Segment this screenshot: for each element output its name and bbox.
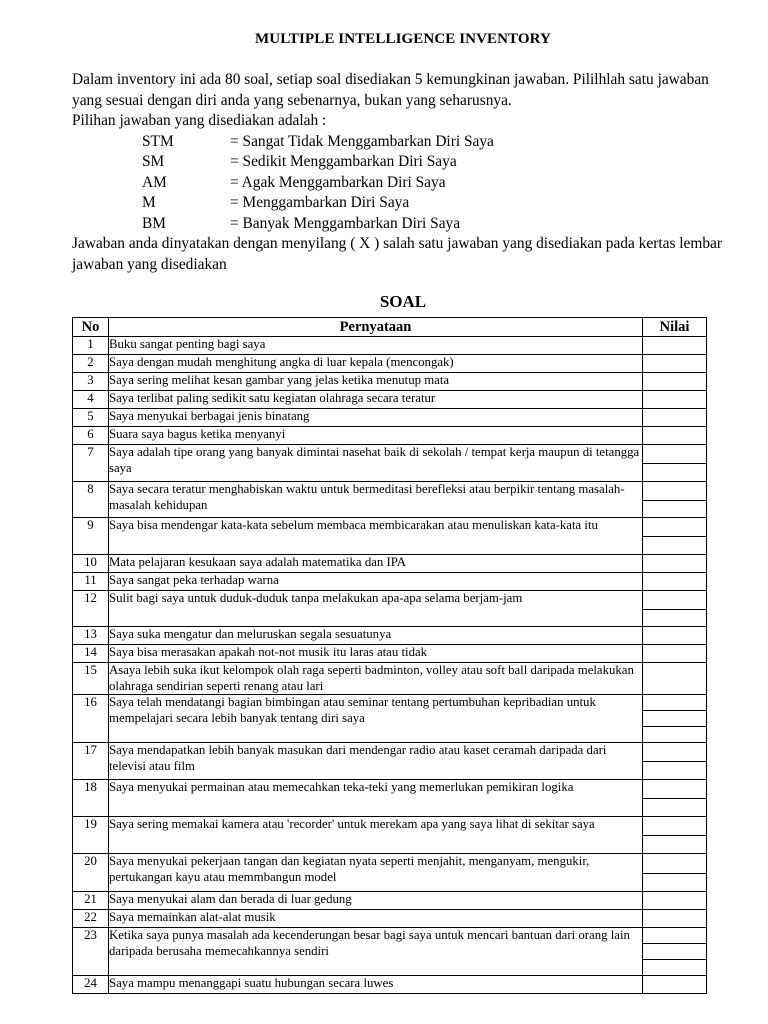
score-cell[interactable] [643, 427, 707, 445]
score-input-slot[interactable] [643, 409, 706, 426]
table-row [73, 854, 707, 892]
score-input-slot[interactable] [643, 910, 706, 927]
score-cell[interactable] [643, 337, 707, 355]
table-row [73, 573, 707, 591]
table-row [73, 817, 707, 854]
table-row [73, 555, 707, 573]
score-cell[interactable] [643, 645, 707, 663]
score-input-slot[interactable] [643, 695, 706, 710]
question-number: 20 [73, 854, 109, 892]
question-statement: Saya bisa mendengar kata-kata sebelum membaca membicarakan atau menuliskan kata-kata itu [109, 518, 643, 555]
question-statement: Saya adalah tipe orang yang banyak dimintai nasehat baik di sekolah / tempat kerja maupun di tetangga saya [109, 445, 643, 482]
question-number: 3 [73, 373, 109, 391]
instructions [72, 70, 722, 275]
answer-option-code: BM [142, 214, 166, 232]
score-input-slot[interactable] [643, 761, 706, 779]
question-table [72, 317, 707, 994]
score-input-slot[interactable] [643, 482, 706, 500]
question-statement: Saya dengan mudah menghitung angka di luar kepala (mencongak) [109, 355, 643, 373]
question-number: 15 [73, 663, 109, 695]
question-number: 13 [73, 627, 109, 645]
score-cell[interactable] [643, 892, 707, 910]
score-input-slot[interactable] [643, 591, 706, 609]
score-cell[interactable] [643, 409, 707, 427]
question-number: 16 [73, 695, 109, 743]
score-input-slot[interactable] [643, 627, 706, 644]
score-cell[interactable] [643, 518, 707, 555]
table-row [73, 910, 707, 928]
score-cell[interactable] [643, 743, 707, 780]
question-statement: Buku sangat penting bagi saya [109, 337, 643, 355]
table-header-row [73, 318, 707, 337]
score-cell[interactable] [643, 355, 707, 373]
question-number: 6 [73, 427, 109, 445]
score-input-slot[interactable] [643, 663, 706, 680]
score-input-slot[interactable] [643, 355, 706, 372]
question-number: 12 [73, 591, 109, 627]
score-input-slot[interactable] [643, 780, 706, 798]
document-title: MULTIPLE INTELLIGENCE INVENTORY [255, 31, 551, 47]
score-input-slot[interactable] [643, 817, 706, 835]
score-cell[interactable] [643, 663, 707, 695]
score-input-slot[interactable] [643, 798, 706, 816]
table-row [73, 976, 707, 994]
score-input-slot[interactable] [643, 391, 706, 408]
score-cell[interactable] [643, 976, 707, 994]
question-number: 2 [73, 355, 109, 373]
question-number: 17 [73, 743, 109, 780]
score-input-slot[interactable] [643, 573, 706, 590]
table-row [73, 373, 707, 391]
question-statement: Saya menyukai berbagai jenis binatang [109, 409, 643, 427]
score-input-slot[interactable] [643, 943, 706, 958]
score-input-slot[interactable] [643, 373, 706, 390]
score-cell[interactable] [643, 854, 707, 892]
question-statement: Saya sering melihat kesan gambar yang jelas ketika menutup mata [109, 373, 643, 391]
score-input-slot[interactable] [643, 609, 706, 627]
table-row [73, 591, 707, 627]
table-row [73, 355, 707, 373]
table-row [73, 445, 707, 482]
answer-option [72, 173, 722, 194]
score-input-slot[interactable] [643, 445, 706, 463]
score-input-slot[interactable] [643, 873, 706, 892]
score-cell[interactable] [643, 817, 707, 854]
score-input-slot[interactable] [643, 854, 706, 873]
answer-option-description: = Agak Menggambarkan Diri Saya [230, 173, 446, 191]
score-input-slot[interactable] [643, 555, 706, 572]
instruction-paragraph-1: Dalam inventory ini ada 80 soal, setiap soal disediakan 5 kemungkinan jawaban. Pililhlah satu jawaban yang sesuai dengan diri anda yang sebenarnya, bukan yang seharusnya. [72, 71, 709, 109]
score-cell[interactable] [643, 695, 707, 743]
question-number: 19 [73, 817, 109, 854]
table-row [73, 337, 707, 355]
question-number: 14 [73, 645, 109, 663]
score-input-slot[interactable] [643, 500, 706, 518]
score-input-slot[interactable] [643, 959, 706, 974]
question-statement: Saya sangat peka terhadap warna [109, 573, 643, 591]
question-statement: Saya menyukai permainan atau memecahkan teka-teki yang memerlukan pemikiran logika [109, 780, 643, 817]
answer-option-description: = Sedikit Menggambarkan Diri Saya [230, 153, 457, 170]
answer-option-description: = Sangat Tidak Menggambarkan Diri Saya [230, 132, 494, 150]
table-row [73, 695, 707, 743]
question-number: 8 [73, 482, 109, 518]
score-input-slot[interactable] [643, 427, 706, 444]
question-statement: Sulit bagi saya untuk duduk-duduk tanpa melakukan apa-apa selama berjam-jam [109, 591, 643, 627]
score-input-slot[interactable] [643, 726, 706, 741]
column-header-score: Nilai [643, 318, 707, 337]
column-header-no: No [73, 318, 109, 337]
score-input-slot[interactable] [643, 835, 706, 853]
answer-option [72, 214, 722, 235]
table-row [73, 427, 707, 445]
question-statement: Ketika saya punya masalah ada kecenderungan besar bagi saya untuk mencari bantuan dari orang lain daripada berusaha memecahkannya sendiri [109, 928, 643, 976]
table-row [73, 391, 707, 409]
score-cell[interactable] [643, 591, 707, 627]
score-cell[interactable] [643, 573, 707, 591]
question-statement: Saya memainkan alat-alat musik [109, 910, 643, 928]
question-number: 5 [73, 409, 109, 427]
table-row [73, 627, 707, 645]
score-input-slot[interactable] [643, 645, 706, 662]
question-number: 4 [73, 391, 109, 409]
answer-option [72, 152, 722, 173]
question-number: 21 [73, 892, 109, 910]
table-row [73, 928, 707, 976]
question-statement: Saya bisa merasakan apakah not-not musik itu laras atau tidak [109, 645, 643, 663]
score-cell[interactable] [643, 928, 707, 976]
question-statement: Saya menyukai pekerjaan tangan dan kegiatan nyata seperti menjahit, menganyam, mengukir, pertukangan kayu atau memmbangun model [109, 854, 643, 892]
question-statement: Saya secara teratur menghabiskan waktu untuk bermeditasi berefleksi atau berpikir tentang masalah-masalah kehidupan [109, 482, 643, 518]
table-row [73, 743, 707, 780]
answer-option-code: AM [142, 173, 167, 191]
answer-option-code: M [142, 194, 156, 211]
score-input-slot[interactable] [643, 518, 706, 536]
question-statement: Saya mampu menanggapi suatu hubungan secara luwes [109, 976, 643, 994]
question-statement: Suara saya bagus ketika menyanyi [109, 427, 643, 445]
question-number: 11 [73, 573, 109, 591]
score-input-slot[interactable] [643, 536, 706, 554]
question-statement: Saya telah mendatangi bagian bimbingan atau seminar tentang pertumbuhan kepribadian untuk mempelajari secara lebih banyak tentang diri saya [109, 695, 643, 743]
score-cell[interactable] [643, 482, 707, 518]
column-header-statement: Pernyataan [109, 318, 643, 337]
question-number: 24 [73, 976, 109, 994]
table-row [73, 518, 707, 555]
score-input-slot[interactable] [643, 928, 706, 943]
table-row [73, 780, 707, 817]
score-input-slot[interactable] [643, 743, 706, 761]
score-cell[interactable] [643, 445, 707, 482]
score-input-slot[interactable] [643, 463, 706, 481]
score-input-slot[interactable] [643, 892, 706, 909]
score-cell[interactable] [643, 391, 707, 409]
answer-option-description: = Menggambarkan Diri Saya [230, 194, 410, 211]
question-statement: Saya terlibat paling sedikit satu kegiatan olahraga secara teratur [109, 391, 643, 409]
score-cell[interactable] [643, 373, 707, 391]
question-statement: Saya menyukai alam dan berada di luar gedung [109, 892, 643, 910]
question-number: 10 [73, 555, 109, 573]
question-statement: Mata pelajaran kesukaan saya adalah matematika dan IPA [109, 555, 643, 573]
question-number: 1 [73, 337, 109, 355]
table-row [73, 409, 707, 427]
table-row [73, 482, 707, 518]
question-number: 9 [73, 518, 109, 555]
instruction-paragraph-3: Jawaban anda dinyatakan dengan menyilang ( X ) salah satu jawaban yang disediakan pada kertas lembar jawaban yang disediakan [72, 235, 723, 273]
score-input-slot[interactable] [643, 710, 706, 725]
question-number: 22 [73, 910, 109, 928]
score-cell[interactable] [643, 780, 707, 817]
answer-option [72, 193, 722, 214]
score-input-slot[interactable] [643, 976, 706, 993]
question-statement: Saya suka mengatur dan meluruskan segala sesuatunya [109, 627, 643, 645]
answer-option [72, 132, 722, 153]
section-title: SOAL [379, 292, 427, 311]
score-cell[interactable] [643, 555, 707, 573]
table-row [73, 663, 707, 695]
instruction-paragraph-2: Pilihan jawaban yang disediakan adalah : [72, 112, 327, 129]
question-number: 18 [73, 780, 109, 817]
question-statement: Asaya lebih suka ikut kelompok olah raga seperti badminton, volley atau soft ball daripada melakukan olahraga sendirian seperti renang atau lari [109, 663, 643, 695]
question-statement: Saya sering memakai kamera atau 'recorder' untuk merekam apa yang saya lihat di sekitar saya [109, 817, 643, 854]
score-input-slot[interactable] [643, 337, 706, 354]
answer-option-description: = Banyak Menggambarkan Diri Saya [230, 214, 461, 232]
question-statement: Saya mendapatkan lebih banyak masukan dari mendengar radio atau kaset ceramah daripada dari televisi atau film [109, 743, 643, 780]
table-row [73, 892, 707, 910]
question-number: 7 [73, 445, 109, 482]
answer-option-code: SM [142, 153, 165, 170]
question-number: 23 [73, 928, 109, 976]
table-row [73, 645, 707, 663]
answer-option-code: STM [142, 132, 174, 150]
score-cell[interactable] [643, 910, 707, 928]
score-cell[interactable] [643, 627, 707, 645]
